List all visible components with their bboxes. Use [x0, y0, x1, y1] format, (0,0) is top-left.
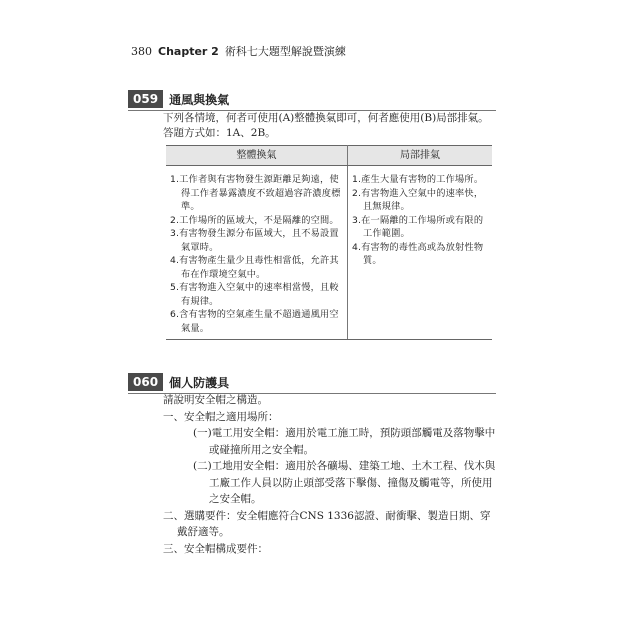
question-number-badge: 059: [128, 90, 163, 108]
list-item: 2.工作場所的區域大，不是隔離的空間。: [170, 214, 339, 226]
general-ventilation-cell: [166, 166, 348, 340]
list-item: 4.有害物的毒性高或為放射性物質。: [352, 241, 484, 266]
table-header-general-ventilation: 整體換氣: [166, 146, 348, 166]
answer-line: (二)工地用安全帽：適用於各礦場、建築工地、土木工程、伐木與: [193, 460, 496, 472]
answer-line: 之安全帽。: [209, 493, 262, 505]
question-title: 個人防護具: [169, 375, 230, 390]
answer-line: 一、安全帽之適用場所：: [163, 410, 279, 423]
answer-line: 工廠工作人員以防止頭部受落下擊傷、撞傷及觸電等，所使用: [209, 476, 493, 489]
question-060-heading: [128, 373, 496, 391]
chapter-label: Chapter 2: [158, 45, 219, 58]
answer-line: 或碰撞所用之安全帽。: [209, 443, 314, 456]
local-exhaust-cell: [348, 166, 493, 340]
list-item: 5.有害物進入空氣中的速率相當慢，且較有規律。: [170, 282, 339, 307]
page-number: 380: [131, 45, 152, 58]
chapter-title: 術科七大題型解說暨演練: [224, 45, 346, 58]
ventilation-comparison-table: [166, 145, 492, 340]
list-item: 4.有害物產生量少且毒性相當低，允許其布在作環境空氣中。: [170, 255, 339, 280]
answer-line: 三、安全帽構成要件：: [163, 542, 268, 555]
answer-line: 戴舒適等。: [177, 526, 230, 538]
answer-line: (一)電工用安全帽：適用於電工施工時，預防頭部觸電及落物擊中: [193, 427, 496, 439]
list-item: 6.含有害物的空氣產生量不超過通風用空氣量。: [170, 309, 339, 334]
list-item: 3.在一隔離的工作場所或有限的工作範圍。: [352, 214, 484, 239]
question-number-badge: 060: [128, 373, 163, 391]
table-header-local-exhaust: 局部排氣: [348, 146, 493, 166]
list-item: 3.有害物發生源分布區域大，且不易設置氣罩時。: [170, 228, 339, 253]
answer-line: 二、選購要件：安全帽應符合CNS 1336認證、耐衝擊、製造日期、穿: [163, 509, 491, 522]
list-item: 2.有害物進入空氣中的速率快，且無規律。: [352, 187, 484, 212]
list-item: 1.產生大量有害物的工作場所。: [352, 174, 484, 185]
question-059-heading: [128, 90, 496, 108]
question-059-prompt: 下列各情境，何者可使用(A)整體換氣即可，何者應使用(B)局部排氣。: [163, 112, 489, 124]
answer-line: 請說明安全帽之構造。: [163, 394, 268, 406]
question-title: 通風與換氣: [169, 92, 230, 107]
page-header: [131, 43, 346, 59]
list-item: 1.工作者與有害物發生源距離足夠遠，使得工作者暴露濃度不致超過容許濃度標準。: [170, 174, 341, 212]
question-059-answer-format: 答題方式如：1A、2B。: [163, 127, 276, 139]
question-060-body: [163, 392, 503, 557]
